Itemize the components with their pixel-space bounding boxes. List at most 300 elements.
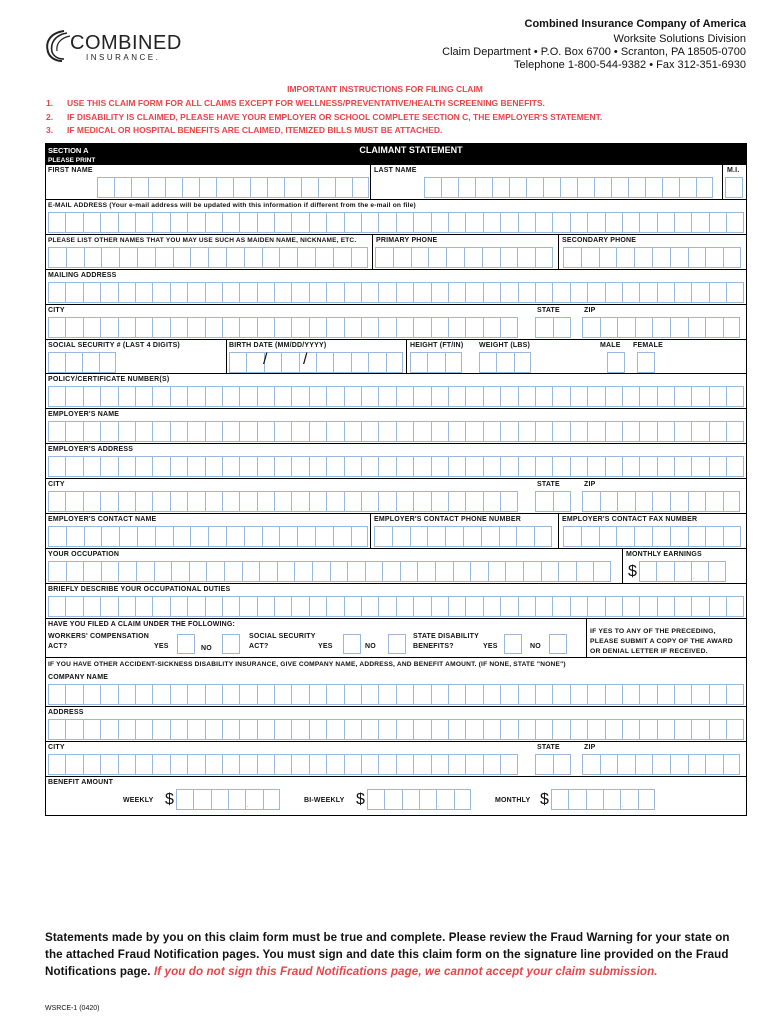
input-cell[interactable] (131, 177, 148, 198)
input-cell[interactable] (378, 456, 395, 477)
monthly-benefit-cells[interactable] (551, 789, 655, 810)
input-cell[interactable] (361, 684, 378, 705)
input-cell[interactable] (413, 754, 430, 775)
input-cell[interactable] (199, 177, 216, 198)
input-cell[interactable] (674, 212, 691, 233)
input-cell[interactable] (499, 526, 517, 547)
input-cell[interactable] (463, 526, 481, 547)
input-cell[interactable] (378, 491, 395, 512)
input-cell[interactable] (436, 789, 453, 810)
input-cell[interactable] (135, 317, 152, 338)
input-cell[interactable] (639, 596, 656, 617)
workers-comp-yes-checkbox[interactable] (177, 634, 195, 654)
input-cell[interactable] (297, 526, 315, 547)
input-cell[interactable] (101, 247, 119, 268)
input-cell[interactable] (118, 684, 135, 705)
input-cell[interactable] (726, 282, 743, 303)
input-cell[interactable] (83, 282, 100, 303)
input-cell[interactable] (386, 352, 403, 373)
input-cell[interactable] (500, 386, 517, 407)
input-cell[interactable] (691, 684, 708, 705)
ss-yes-checkbox[interactable] (343, 634, 361, 654)
input-cell[interactable] (552, 719, 569, 740)
input-cell[interactable] (635, 491, 653, 512)
input-cell[interactable] (691, 561, 708, 582)
input-cell[interactable] (326, 386, 343, 407)
input-cell[interactable] (291, 491, 308, 512)
input-cell[interactable] (100, 282, 117, 303)
input-cell[interactable] (652, 491, 670, 512)
input-cell[interactable] (315, 526, 333, 547)
input-cell[interactable] (483, 386, 500, 407)
input-cell[interactable] (66, 526, 84, 547)
input-cell[interactable] (114, 177, 131, 198)
input-cell[interactable] (83, 719, 100, 740)
input-cell[interactable] (518, 386, 535, 407)
input-cell[interactable] (396, 456, 413, 477)
input-cell[interactable] (137, 247, 155, 268)
input-cell[interactable] (361, 386, 378, 407)
input-cell[interactable] (570, 456, 587, 477)
input-cell[interactable] (291, 596, 308, 617)
input-cell[interactable] (639, 212, 656, 233)
input-cell[interactable] (291, 456, 308, 477)
input-cell[interactable] (100, 719, 117, 740)
input-cell[interactable] (662, 177, 679, 198)
input-cell[interactable] (118, 282, 135, 303)
input-cell[interactable] (281, 352, 298, 373)
input-cell[interactable] (315, 247, 333, 268)
input-cell[interactable] (483, 491, 500, 512)
input-cell[interactable] (396, 684, 413, 705)
input-cell[interactable] (431, 491, 448, 512)
input-cell[interactable] (709, 719, 726, 740)
input-cell[interactable] (605, 421, 622, 442)
input-cell[interactable] (326, 212, 343, 233)
input-cell[interactable] (367, 789, 384, 810)
input-cell[interactable] (552, 456, 569, 477)
input-cell[interactable] (65, 596, 82, 617)
workers-comp-no-checkbox[interactable] (222, 634, 240, 654)
input-cell[interactable] (535, 754, 553, 775)
input-cell[interactable] (155, 526, 173, 547)
input-cell[interactable] (605, 596, 622, 617)
input-cell[interactable] (465, 491, 482, 512)
city-input[interactable] (48, 317, 518, 338)
input-cell[interactable] (435, 561, 453, 582)
input-cell[interactable] (344, 386, 361, 407)
input-cell[interactable] (48, 247, 66, 268)
input-cell[interactable] (222, 282, 239, 303)
birth-date-input[interactable] (229, 352, 403, 373)
input-cell[interactable] (622, 282, 639, 303)
input-cell[interactable] (396, 491, 413, 512)
input-cell[interactable] (309, 282, 326, 303)
input-cell[interactable] (274, 491, 291, 512)
input-cell[interactable] (639, 386, 656, 407)
input-cell[interactable] (205, 719, 222, 740)
input-cell[interactable] (622, 421, 639, 442)
ss-no-checkbox[interactable] (388, 634, 406, 654)
input-cell[interactable] (670, 754, 688, 775)
input-cell[interactable] (170, 596, 187, 617)
input-cell[interactable] (483, 684, 500, 705)
input-cell[interactable] (152, 684, 169, 705)
input-cell[interactable] (316, 352, 333, 373)
input-cell[interactable] (622, 456, 639, 477)
input-cell[interactable] (622, 719, 639, 740)
input-cell[interactable] (393, 247, 411, 268)
input-cell[interactable] (263, 789, 280, 810)
input-cell[interactable] (48, 212, 65, 233)
input-cell[interactable] (65, 317, 82, 338)
input-cell[interactable] (483, 596, 500, 617)
input-cell[interactable] (274, 754, 291, 775)
input-cell[interactable] (726, 456, 743, 477)
input-cell[interactable] (448, 282, 465, 303)
input-cell[interactable] (581, 526, 599, 547)
input-cell[interactable] (246, 352, 263, 373)
input-cell[interactable] (709, 282, 726, 303)
input-cell[interactable] (688, 526, 706, 547)
input-cell[interactable] (170, 719, 187, 740)
input-cell[interactable] (48, 456, 65, 477)
first-name-input[interactable] (97, 177, 369, 198)
input-cell[interactable] (279, 247, 297, 268)
middle-initial-input[interactable] (725, 177, 743, 198)
input-cell[interactable] (709, 684, 726, 705)
input-cell[interactable] (635, 754, 653, 775)
input-cell[interactable] (82, 352, 99, 373)
input-cell[interactable] (352, 177, 369, 198)
input-cell[interactable] (570, 212, 587, 233)
input-cell[interactable] (413, 386, 430, 407)
input-cell[interactable] (83, 754, 100, 775)
input-cell[interactable] (262, 247, 280, 268)
input-cell[interactable] (483, 317, 500, 338)
input-cell[interactable] (500, 421, 517, 442)
input-cell[interactable] (135, 491, 152, 512)
input-cell[interactable] (83, 561, 101, 582)
input-cell[interactable] (576, 561, 594, 582)
input-cell[interactable] (65, 754, 82, 775)
input-cell[interactable] (431, 421, 448, 442)
input-cell[interactable] (396, 754, 413, 775)
input-cell[interactable] (361, 212, 378, 233)
input-cell[interactable] (505, 561, 523, 582)
input-cell[interactable] (222, 719, 239, 740)
input-cell[interactable] (622, 596, 639, 617)
input-cell[interactable] (410, 352, 427, 373)
input-cell[interactable] (465, 421, 482, 442)
input-cell[interactable] (187, 719, 204, 740)
input-cell[interactable] (222, 754, 239, 775)
input-cell[interactable] (344, 212, 361, 233)
employer-fax-input[interactable] (563, 526, 741, 547)
input-cell[interactable] (118, 491, 135, 512)
input-cell[interactable] (100, 317, 117, 338)
input-cell[interactable] (257, 684, 274, 705)
monthly-earnings-input[interactable] (628, 561, 726, 582)
input-cell[interactable] (723, 491, 741, 512)
input-cell[interactable] (326, 719, 343, 740)
input-cell[interactable] (652, 247, 670, 268)
input-cell[interactable] (326, 684, 343, 705)
input-cell[interactable] (535, 456, 552, 477)
input-cell[interactable] (465, 317, 482, 338)
input-cell[interactable] (274, 386, 291, 407)
input-cell[interactable] (483, 421, 500, 442)
input-cell[interactable] (48, 386, 65, 407)
input-cell[interactable] (465, 456, 482, 477)
input-cell[interactable] (534, 526, 552, 547)
input-cell[interactable] (535, 282, 552, 303)
input-cell[interactable] (553, 754, 571, 775)
input-cell[interactable] (170, 754, 187, 775)
input-cell[interactable] (239, 754, 256, 775)
input-cell[interactable] (361, 491, 378, 512)
input-cell[interactable] (448, 719, 465, 740)
input-cell[interactable] (274, 684, 291, 705)
input-cell[interactable] (465, 684, 482, 705)
input-cell[interactable] (691, 421, 708, 442)
weekly-benefit-cells[interactable] (176, 789, 280, 810)
input-cell[interactable] (257, 596, 274, 617)
input-cell[interactable] (427, 352, 444, 373)
input-cell[interactable] (48, 421, 65, 442)
input-cell[interactable] (384, 789, 401, 810)
input-cell[interactable] (483, 282, 500, 303)
input-cell[interactable] (135, 386, 152, 407)
input-cell[interactable] (445, 352, 462, 373)
input-cell[interactable] (593, 561, 611, 582)
input-cell[interactable] (154, 561, 172, 582)
input-cell[interactable] (617, 754, 635, 775)
input-cell[interactable] (351, 247, 369, 268)
input-cell[interactable] (553, 317, 571, 338)
input-cell[interactable] (277, 561, 295, 582)
input-cell[interactable] (723, 247, 741, 268)
input-cell[interactable] (670, 491, 688, 512)
input-cell[interactable] (378, 282, 395, 303)
input-cell[interactable] (587, 212, 604, 233)
input-cell[interactable] (65, 421, 82, 442)
input-cell[interactable] (535, 596, 552, 617)
input-cell[interactable] (446, 247, 464, 268)
input-cell[interactable] (330, 561, 348, 582)
input-cell[interactable] (535, 317, 553, 338)
height-input[interactable] (410, 352, 462, 373)
input-cell[interactable] (570, 596, 587, 617)
other-city-input[interactable] (48, 754, 518, 775)
input-cell[interactable] (500, 719, 517, 740)
input-cell[interactable] (600, 754, 618, 775)
input-cell[interactable] (205, 491, 222, 512)
input-cell[interactable] (291, 317, 308, 338)
input-cell[interactable] (396, 596, 413, 617)
input-cell[interactable] (84, 526, 102, 547)
input-cell[interactable] (723, 754, 741, 775)
input-cell[interactable] (66, 247, 84, 268)
input-cell[interactable] (375, 247, 393, 268)
input-cell[interactable] (135, 456, 152, 477)
input-cell[interactable] (119, 247, 137, 268)
input-cell[interactable] (244, 247, 262, 268)
input-cell[interactable] (309, 212, 326, 233)
monthly-benefit-input[interactable] (540, 789, 655, 810)
input-cell[interactable] (448, 212, 465, 233)
input-cell[interactable] (100, 421, 117, 442)
input-cell[interactable] (470, 561, 488, 582)
input-cell[interactable] (135, 421, 152, 442)
input-cell[interactable] (454, 789, 471, 810)
input-cell[interactable] (553, 491, 571, 512)
input-cell[interactable] (206, 561, 224, 582)
input-cell[interactable] (135, 754, 152, 775)
input-cell[interactable] (83, 456, 100, 477)
input-cell[interactable] (638, 789, 655, 810)
input-cell[interactable] (97, 177, 114, 198)
input-cell[interactable] (431, 754, 448, 775)
input-cell[interactable] (616, 526, 634, 547)
input-cell[interactable] (152, 212, 169, 233)
input-cell[interactable] (577, 177, 594, 198)
input-cell[interactable] (587, 596, 604, 617)
input-cell[interactable] (118, 596, 135, 617)
input-cell[interactable] (479, 352, 496, 373)
input-cell[interactable] (552, 386, 569, 407)
input-cell[interactable] (688, 317, 706, 338)
input-cell[interactable] (413, 684, 430, 705)
input-cell[interactable] (535, 684, 552, 705)
input-cell[interactable] (48, 684, 65, 705)
input-cell[interactable] (431, 719, 448, 740)
input-cell[interactable] (413, 491, 430, 512)
state-input[interactable] (535, 317, 571, 338)
input-cell[interactable] (634, 526, 652, 547)
input-cell[interactable] (239, 212, 256, 233)
input-cell[interactable] (205, 456, 222, 477)
input-cell[interactable] (518, 684, 535, 705)
input-cell[interactable] (617, 317, 635, 338)
input-cell[interactable] (226, 247, 244, 268)
input-cell[interactable] (378, 421, 395, 442)
input-cell[interactable] (274, 456, 291, 477)
input-cell[interactable] (500, 754, 517, 775)
input-cell[interactable] (448, 456, 465, 477)
input-cell[interactable] (83, 421, 100, 442)
input-cell[interactable] (552, 212, 569, 233)
input-cell[interactable] (361, 719, 378, 740)
input-cell[interactable] (100, 491, 117, 512)
input-cell[interactable] (587, 456, 604, 477)
input-cell[interactable] (351, 352, 368, 373)
input-cell[interactable] (709, 421, 726, 442)
input-cell[interactable] (587, 282, 604, 303)
input-cell[interactable] (211, 789, 228, 810)
input-cell[interactable] (500, 282, 517, 303)
input-cell[interactable] (284, 177, 301, 198)
input-cell[interactable] (568, 789, 585, 810)
input-cell[interactable] (239, 596, 256, 617)
input-cell[interactable] (135, 212, 152, 233)
input-cell[interactable] (396, 421, 413, 442)
input-cell[interactable] (603, 789, 620, 810)
input-cell[interactable] (257, 212, 274, 233)
input-cell[interactable] (726, 596, 743, 617)
input-cell[interactable] (361, 282, 378, 303)
input-cell[interactable] (448, 754, 465, 775)
input-cell[interactable] (400, 561, 418, 582)
weight-input[interactable] (479, 352, 531, 373)
input-cell[interactable] (135, 282, 152, 303)
input-cell[interactable] (378, 754, 395, 775)
input-cell[interactable] (587, 421, 604, 442)
input-cell[interactable] (365, 561, 383, 582)
input-cell[interactable] (657, 596, 674, 617)
input-cell[interactable] (187, 596, 204, 617)
input-cell[interactable] (100, 684, 117, 705)
input-cell[interactable] (705, 526, 723, 547)
input-cell[interactable] (691, 282, 708, 303)
input-cell[interactable] (392, 526, 410, 547)
input-cell[interactable] (222, 386, 239, 407)
input-cell[interactable] (465, 596, 482, 617)
input-cell[interactable] (726, 719, 743, 740)
input-cell[interactable] (464, 247, 482, 268)
input-cell[interactable] (170, 684, 187, 705)
input-cell[interactable] (222, 491, 239, 512)
input-cell[interactable] (674, 456, 691, 477)
input-cell[interactable] (448, 317, 465, 338)
input-cell[interactable] (274, 282, 291, 303)
input-cell[interactable] (257, 719, 274, 740)
input-cell[interactable] (152, 491, 169, 512)
input-cell[interactable] (535, 247, 553, 268)
input-cell[interactable] (170, 317, 187, 338)
input-cell[interactable] (705, 754, 723, 775)
input-cell[interactable] (83, 596, 100, 617)
input-cell[interactable] (448, 491, 465, 512)
input-cell[interactable] (274, 719, 291, 740)
input-cell[interactable] (83, 317, 100, 338)
input-cell[interactable] (170, 421, 187, 442)
input-cell[interactable] (48, 596, 65, 617)
input-cell[interactable] (428, 247, 446, 268)
input-cell[interactable] (190, 526, 208, 547)
input-cell[interactable] (187, 456, 204, 477)
input-cell[interactable] (257, 421, 274, 442)
input-cell[interactable] (152, 282, 169, 303)
input-cell[interactable] (205, 386, 222, 407)
input-cell[interactable] (326, 317, 343, 338)
employer-contact-input[interactable] (48, 526, 368, 547)
input-cell[interactable] (448, 596, 465, 617)
input-cell[interactable] (83, 684, 100, 705)
input-cell[interactable] (344, 491, 361, 512)
input-cell[interactable] (205, 596, 222, 617)
input-cell[interactable] (239, 282, 256, 303)
input-cell[interactable] (605, 212, 622, 233)
employer-address-input[interactable] (48, 456, 744, 477)
input-cell[interactable] (361, 456, 378, 477)
input-cell[interactable] (205, 282, 222, 303)
input-cell[interactable] (378, 596, 395, 617)
input-cell[interactable] (611, 177, 628, 198)
input-cell[interactable] (279, 526, 297, 547)
sd-no-checkbox[interactable] (549, 634, 567, 654)
input-cell[interactable] (118, 719, 135, 740)
